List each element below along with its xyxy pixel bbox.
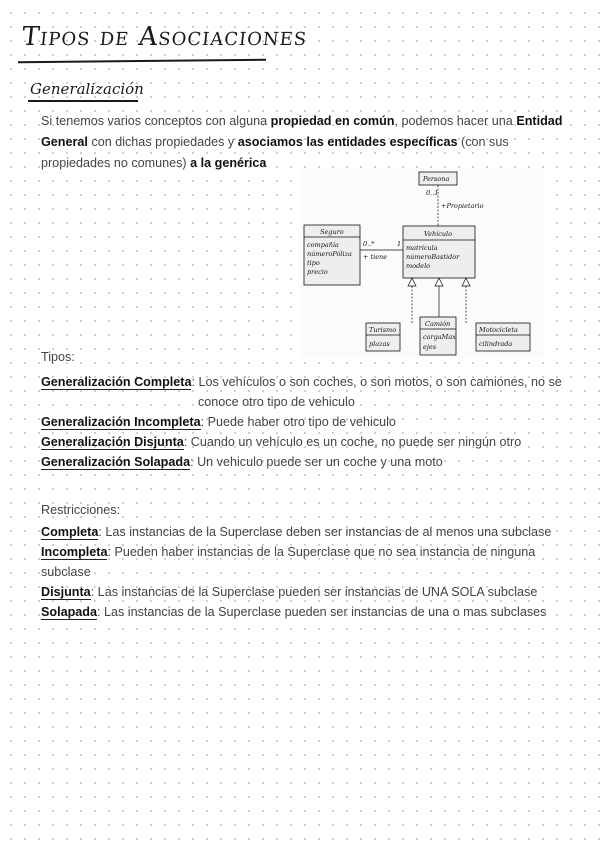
tipos-list [41,372,562,472]
term-description: : Las instancias de la Superclase pueden ser instancias de una o mas subclases [97,605,547,619]
list-item [41,522,551,542]
term: Generalización Disjunta [41,435,184,449]
seguro-class [304,225,360,285]
camion-attr: ejes [423,343,437,351]
list-item [41,372,562,392]
vehiculo-multiplicity: 1 [397,240,402,248]
term-description: : Puede haber otro tipo de vehiculo [200,415,396,429]
vehiculo-attr: númeroBastidor [406,253,460,261]
list-item [41,432,562,452]
turismo-attr: plazas [369,340,390,348]
tipos-heading: Tipos: [41,350,75,364]
intro-bold-4: a la genérica [190,156,267,170]
vehiculo-attr: matrícula [406,244,438,252]
vehiculo-attr: modelo [406,262,431,270]
intro-bold-3: asociamos las entidades específicas [237,135,458,149]
propietario-role: +Propietario [441,202,484,210]
persona-multiplicity: 0..1 [426,189,439,197]
seguro-attr: númeroPóliza [307,250,352,258]
seguro-label: Seguro [320,228,344,236]
turismo-label: Turismo [369,326,397,334]
vehiculo-label: Vehículo [424,230,453,238]
motocicleta-label: Motocicleta [479,326,518,334]
seguro-multiplicity: 0..* [363,240,375,248]
intro-text-2: , podemos hacer una [394,114,517,128]
intro-text-3: con dichas propiedades y [87,135,238,149]
list-item [41,412,562,432]
intro-bold-2: Entidad General [41,114,563,149]
intro-paragraph [41,111,581,174]
term-description: : Las instancias de la Superclase deben ser instancias de al menos una subclase [98,525,552,539]
camion-class [420,317,456,355]
list-item [41,602,551,622]
list-item [41,582,551,602]
term-description: : Un vehiculo puede ser un coche y una moto [190,455,443,469]
term: Incompleta [41,545,108,559]
term-description-continued: subclase [41,565,91,579]
persona-class [419,172,457,185]
camion-label: Camión [425,320,451,328]
camion-attr: cargaMax [423,333,456,341]
motocicleta-class [476,323,530,351]
term-description-continued: conoce otro tipo de vehiculo [198,395,355,409]
intro-text-1: Si tenemos varios conceptos con alguna [41,114,271,128]
uml-diagram-svg [300,168,544,358]
title-underline [18,59,266,64]
vehiculo-class [403,226,475,278]
turismo-class [366,323,400,351]
term-description: : Pueden haber instancias de la Superclase que no sea instancia de ninguna [107,545,536,559]
motocicleta-attr: cilindrada [479,340,513,348]
seguro-attr: tipo [307,259,320,267]
term: Disjunta [41,585,91,599]
seguro-role: + tiene [363,253,388,261]
uml-diagram [300,168,544,358]
term: Generalización Solapada [41,455,191,469]
term: Solapada [41,605,97,619]
restricciones-list [41,522,551,622]
term: Completa [41,525,99,539]
intro-bold-1: propiedad en común [270,114,395,128]
section-underline [28,100,138,102]
term-description: : Las instancias de la Superclase pueden ser instancias de UNA SOLA subclase [90,585,538,599]
seguro-attr: precio [307,268,328,276]
list-item [41,542,551,562]
list-item [41,452,562,472]
page-title: Tipos de Asociaciones [20,22,309,52]
generalization-arrows [408,278,470,323]
section-heading: Generalización [30,80,144,98]
term-description: : Cuando un vehículo es un coche, no puede ser ningún otro [183,435,522,449]
term: Generalización Completa [41,375,192,389]
persona-label: Persona [423,175,450,183]
term-description: : Los vehículos o son coches, o son motos, o son camiones, no se [191,375,562,389]
intro-text-4: (con sus propiedades no comunes) [41,135,509,170]
term: Generalización Incompleta [41,415,201,429]
restricciones-heading: Restricciones: [41,503,121,517]
seguro-attr: compañía [307,241,339,249]
